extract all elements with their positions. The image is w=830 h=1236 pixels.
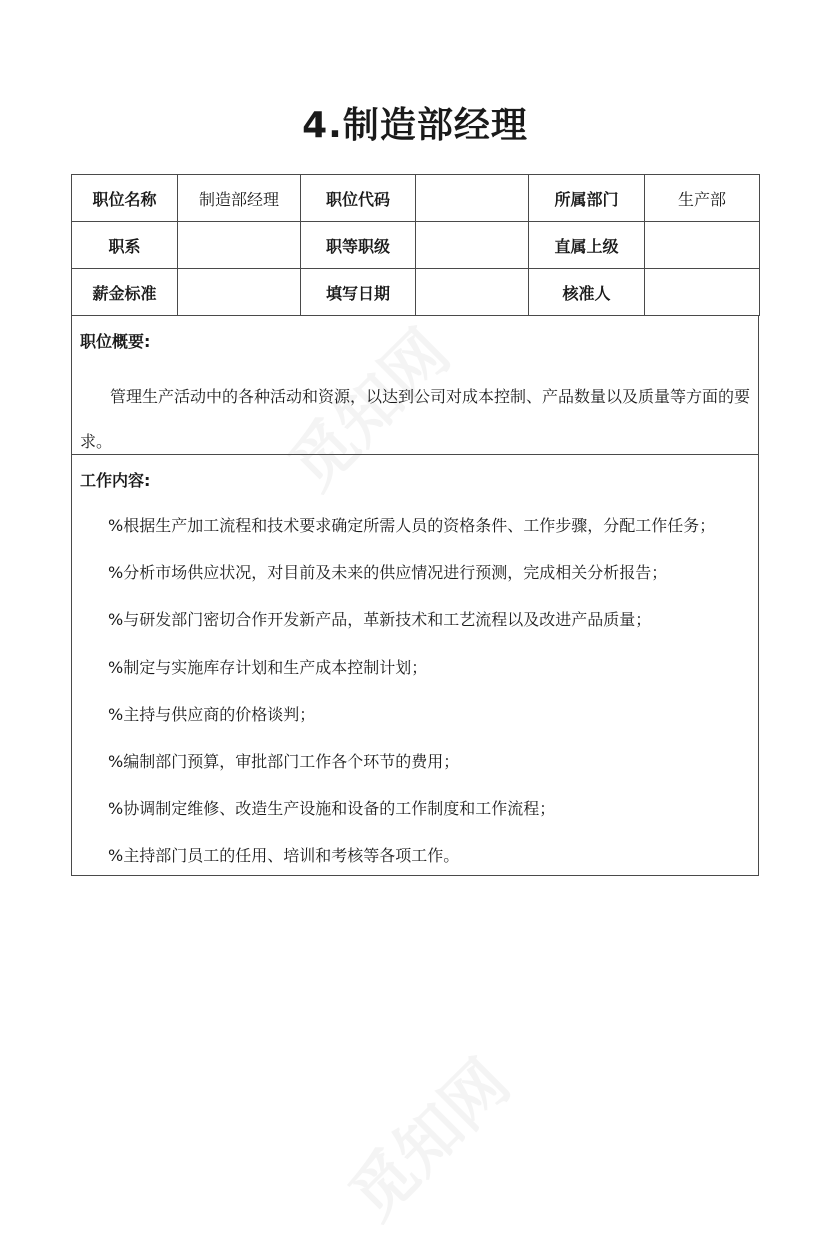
list-item: %根据生产加工流程和技术要求确定所需人员的资格条件、工作步骤，分配工作任务；	[108, 516, 716, 535]
position-summary-section	[71, 316, 759, 455]
summary-heading: 职位概要:	[80, 332, 151, 351]
label-department: 所属部门	[529, 175, 645, 222]
list-item: %主持部门员工的任用、培训和考核等各项工作。	[108, 846, 460, 866]
summary-text: 管理生产活动中的各种活动和资源，以达到公司对成本控制、产品数量以及质量等方面的要求。	[80, 387, 751, 451]
label-salary-standard: 薪金标准	[72, 269, 178, 316]
value-salary-standard	[178, 269, 301, 316]
value-job-family	[178, 222, 301, 269]
value-department: 生产部	[645, 175, 760, 222]
duties-heading: 工作内容:	[80, 471, 151, 490]
position-info-table	[71, 174, 760, 316]
list-item: %制定与实施库存计划和生产成本控制计划；	[108, 657, 428, 677]
label-position-name: 职位名称	[72, 175, 178, 222]
table-row	[72, 269, 760, 316]
list-item: %与研发部门密切合作开发新产品，革新技术和工艺流程以及改进产品质量；	[108, 610, 652, 630]
page-title: 4.制造部经理	[302, 105, 528, 146]
list-item: %协调制定维修、改造生产设施和设备的工作制度和工作流程；	[108, 799, 556, 819]
value-approver	[645, 269, 760, 316]
label-position-code: 职位代码	[301, 175, 416, 222]
label-grade-level: 职等职级	[301, 222, 416, 269]
value-position-code	[416, 175, 529, 222]
value-fill-date	[416, 269, 529, 316]
table-row	[72, 222, 760, 269]
label-job-family: 职系	[72, 222, 178, 269]
label-fill-date: 填写日期	[301, 269, 416, 316]
table-row	[72, 175, 760, 222]
value-direct-supervisor	[645, 222, 760, 269]
value-grade-level	[416, 222, 529, 269]
list-item: %分析市场供应状况，对目前及未来的供应情况进行预测，完成相关分析报告；	[108, 563, 668, 583]
list-item: %编制部门预算，审批部门工作各个环节的费用；	[108, 751, 460, 771]
list-item: %主持与供应商的价格谈判；	[108, 704, 316, 724]
label-approver: 核准人	[529, 269, 645, 316]
watermark	[326, 1036, 527, 1236]
job-duties-section	[71, 455, 759, 876]
value-position-name: 制造部经理	[178, 175, 301, 222]
duty-list	[108, 511, 752, 889]
label-direct-supervisor: 直属上级	[529, 222, 645, 269]
